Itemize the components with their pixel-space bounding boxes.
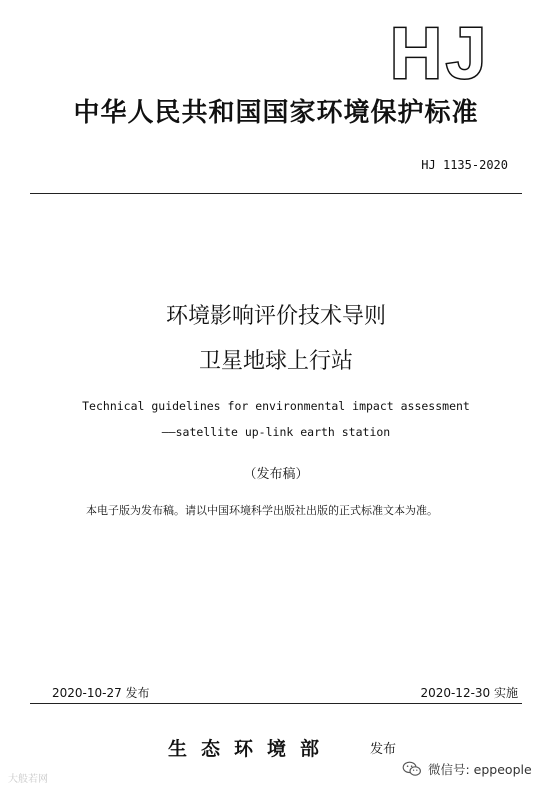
organization-title: 中华人民共和国国家环境保护标准 xyxy=(73,98,479,128)
hj-logo: HJ xyxy=(389,14,490,94)
standard-number: HJ 1135-2020 xyxy=(421,158,508,172)
title-cn-line2: 卫星地球上行站 xyxy=(198,349,353,374)
draft-label: （发布稿） xyxy=(243,467,309,482)
wechat-icon xyxy=(402,761,422,777)
top-divider xyxy=(30,193,522,194)
title-cn-line1: 环境影响评价技术导则 xyxy=(165,304,386,329)
publisher-name: 生态环境部 xyxy=(168,738,334,760)
publisher-suffix: 发布 xyxy=(370,742,397,757)
implementation-date: 2020-12-30 实施 xyxy=(420,686,518,700)
watermark-left: 大般若网 xyxy=(8,774,48,785)
edition-note: 本电子版为发布稿。请以中国环境科学出版社出版的正式标准文本为准。 xyxy=(86,504,438,517)
issue-date: 2020-10-27 发布 xyxy=(52,686,150,700)
bottom-divider xyxy=(30,703,522,704)
title-en-line2: ——satellite up-link earth station xyxy=(161,425,391,439)
title-en-line1: Technical guidelines for environmental impact assessment xyxy=(82,399,470,413)
watermark-right xyxy=(402,760,532,778)
watermark-right-text: 微信号: eppeople xyxy=(428,762,532,777)
